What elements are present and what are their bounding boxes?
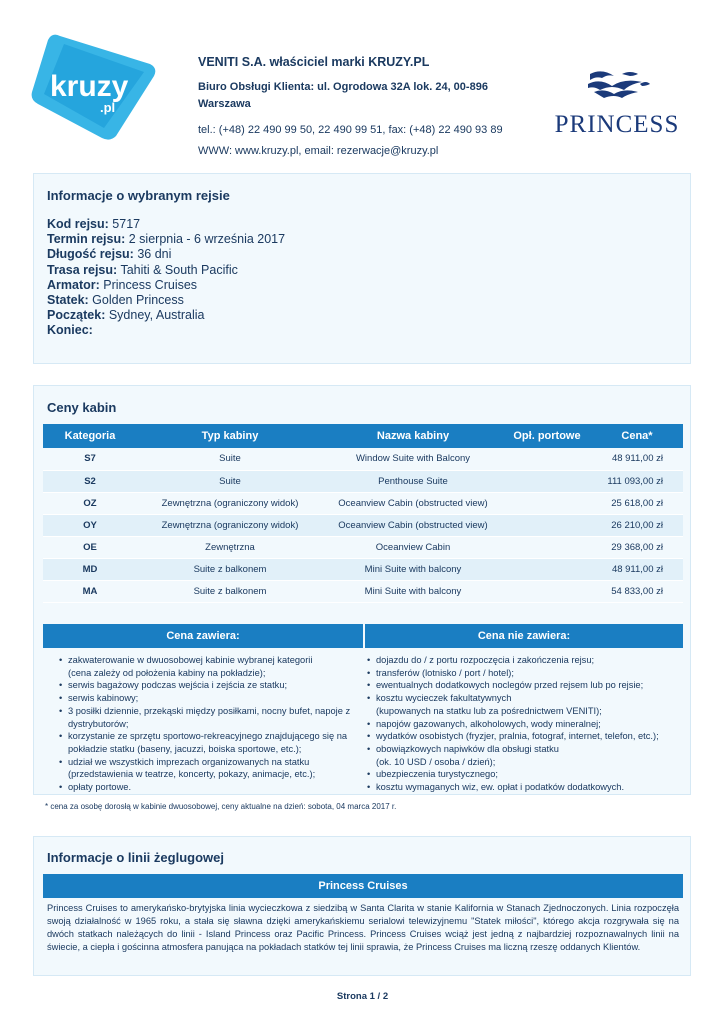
cabin-prices-panel: [33, 385, 691, 795]
excludes-item: • kosztu wymaganych wiz, ew. opłat i podatków dodatkowych.: [367, 781, 685, 794]
excludes-item: • ubezpieczenia turystycznego;: [367, 768, 685, 781]
table-row: [43, 514, 683, 536]
cruise-info-value: Princess Cruises: [103, 277, 198, 292]
includes-header: Cena zawiera:: [43, 624, 363, 648]
excludes-header: Cena nie zawiera:: [365, 624, 683, 648]
cruise-info-label: Długość rejsu:: [47, 247, 134, 262]
cabin-code: OY: [43, 514, 137, 536]
excludes-item: • dojazdu do / z portu rozpoczęcia i zakończenia rejsu;: [367, 654, 685, 667]
excludes-item: • kosztu wycieczek fakultatywnych: [367, 692, 685, 705]
excludes-list: [367, 654, 685, 794]
includes-item: • serwis kabinowy;: [59, 692, 359, 705]
cabin-name: Penthouse Suite: [323, 470, 503, 492]
cruise-info-label: Trasa rejsu:: [47, 262, 118, 277]
cabin-name: Oceanview Cabin (obstructed view): [323, 492, 503, 514]
cruise-info-value: 36 dni: [137, 247, 172, 262]
cruise-info-row: [47, 232, 285, 247]
cabin-port-fee: [503, 492, 591, 514]
company-info: [198, 55, 518, 162]
includes-item: • udział we wszystkich imprezach organizowanych na statku: [59, 756, 359, 769]
includes-item: • serwis bagażowy podczas wejścia i zejścia ze statku;: [59, 679, 359, 692]
cruise-info-value: 2 sierpnia - 6 września 2017: [128, 232, 286, 247]
cabin-name: Oceanview Cabin (obstructed view): [323, 514, 503, 536]
cabin-port-fee: [503, 558, 591, 580]
princess-logo: [538, 70, 696, 136]
cabin-port-fee: [503, 514, 591, 536]
cruise-info-list: [47, 217, 285, 339]
includes-item: dystrybutorów;: [68, 718, 129, 729]
cabin-price: 29 368,00 zł: [591, 536, 683, 558]
cabin-name: Mini Suite with balcony: [323, 558, 503, 580]
cruise-info-value: Sydney, Australia: [108, 308, 205, 323]
cabin-type: Zewnętrzna (ograniczony widok): [137, 492, 323, 514]
cruise-info-value: Tahiti & South Pacific: [120, 262, 238, 277]
includes-item: • opłaty portowe.: [59, 781, 359, 794]
cruise-info-label: Kod rejsu:: [47, 217, 109, 231]
includes-item: pokładzie statku (baseny, jacuzzi, boiska sportowe, etc.);: [68, 743, 302, 754]
cabin-code: OE: [43, 536, 137, 558]
cruise-info-label: Statek:: [47, 293, 89, 308]
excludes-item: • obowiązkowych napiwków dla obsługi statku: [367, 743, 685, 756]
excludes-item: • napojów gazowanych, alkoholowych, wody mineralnej;: [367, 718, 685, 731]
cabin-price-table: [43, 424, 683, 603]
cabin-port-fee: [503, 470, 591, 492]
cabin-code: OZ: [43, 492, 137, 514]
includes-item: (cena zależy od położenia kabiny na pokładzie);: [68, 667, 266, 678]
excludes-item: • transferów (lotnisko / port / hotel);: [367, 667, 685, 680]
excludes-item: • wydatków osobistych (fryzjer, pralnia, fotograf, internet, telefon, etc.);: [367, 730, 685, 743]
cabin-type: Suite z balkonem: [137, 558, 323, 580]
cabin-port-fee: [503, 448, 591, 470]
cabin-type: Zewnętrzna: [137, 536, 323, 558]
includes-item: • korzystanie ze sprzętu sportowo-rekreacyjnego znajdującego się na: [59, 730, 359, 743]
cruise-info-panel: [33, 173, 691, 364]
includes-item: • 3 posiłki dziennie, przekąski między posiłkami, nocny bufet, napoje z: [59, 705, 359, 718]
cruise-info-title: Informacje o wybranym rejsie: [47, 188, 230, 203]
logo-sub-text: .pl: [100, 100, 116, 115]
table-row: [43, 580, 683, 602]
cruise-info-row: [47, 308, 285, 323]
company-address: Biuro Obsługi Klienta: ul. Ogrodowa 32A lok. 24, 00-896: [198, 81, 488, 93]
kruzy-logo[interactable]: [30, 30, 158, 142]
cabin-port-fee: [503, 580, 591, 602]
cruise-info-row: [47, 217, 285, 232]
cruise-info-row: [47, 293, 285, 308]
includes-item: • zakwaterowanie w dwuosobowej kabinie wybranej kategorii: [59, 654, 359, 667]
cruise-info-value: Golden Princess: [92, 293, 184, 308]
logo-main-text: kruzy: [50, 70, 129, 103]
cabin-price: 26 210,00 zł: [591, 514, 683, 536]
cabin-price: 54 833,00 zł: [591, 580, 683, 602]
price-footnote: * cena za osobę dorosłą w kabinie dwuosobowej, ceny aktualne na dzień: sobota, 04 marca 2017 r.: [45, 802, 397, 811]
company-city: Warszawa: [198, 98, 251, 110]
excludes-item: (kupowanych na statku lub za pośrednictwem VENITI);: [376, 705, 602, 716]
cabin-price: 25 618,00 zł: [591, 492, 683, 514]
cruise-line-panel: [33, 836, 691, 976]
cabin-port-fee: [503, 536, 591, 558]
cabin-price: 111 093,00 zł: [591, 470, 683, 492]
company-web[interactable]: WWW: www.kruzy.pl, email: rezerwacje@kruzy.pl: [198, 145, 439, 157]
cruise-line-header: Princess Cruises: [43, 874, 683, 898]
table-row: [43, 536, 683, 558]
cruise-info-row: [47, 323, 285, 338]
header-category: Kategoria: [43, 424, 137, 448]
cabin-prices-title: Ceny kabin: [47, 400, 117, 415]
cruise-info-row: [47, 263, 285, 278]
cabin-type: Suite: [137, 470, 323, 492]
cabin-name: Window Suite with Balcony: [323, 448, 503, 470]
cabin-price: 48 911,00 zł: [591, 558, 683, 580]
cruise-info-label: Armator:: [47, 277, 100, 292]
cabin-price: 48 911,00 zł: [591, 448, 683, 470]
table-row: [43, 492, 683, 514]
cruise-info-row: [47, 247, 285, 262]
cabin-name: Mini Suite with balcony: [323, 580, 503, 602]
cruise-info-label: Koniec:: [47, 323, 93, 338]
excludes-item: • ewentualnych dodatkowych noclegów przed rejsem lub po rejsie;: [367, 679, 685, 692]
cruise-line-description: Princess Cruises to amerykańsko-brytyjska linia wycieczkowa z siedzibą w Santa Clarita w stanie Kalifornia w Stanach Zjednoczonych. Linia rozpoczęła swoją działalność w 1965 roku, a stała się sławna dzięki amerykańskiemu serialowi telewizyjnemu "Statek miłości", którego akcja rozgrywała się na dwóch statkach należących do linii - Island Princess oraz Pacific Princess. Princess Cruises wciąż jest jedną z najbardziej rozpoznawalnych linii na świecie, a ciepła i gościnna atmosfera panująca na pokładach statków tej linii sprawia, że Princess Cruises ma liczną rzeszę oddanych Klientów.: [47, 903, 679, 952]
cruise-info-value: 5717: [112, 217, 141, 231]
header-price: Cena*: [591, 424, 683, 448]
cabin-type: Suite z balkonem: [137, 580, 323, 602]
includes-item: (przedstawienia w teatrze, koncerty, pokazy, animacje, etc.);: [68, 769, 316, 780]
cabin-code: S2: [43, 470, 137, 492]
header-cabin-name: Nazwa kabiny: [323, 424, 503, 448]
cruise-info-label: Termin rejsu:: [47, 232, 126, 247]
table-row: [43, 558, 683, 580]
cabin-name: Oceanview Cabin: [323, 536, 503, 558]
cruise-line-title: Informacje o linii żeglugowej: [47, 850, 224, 865]
cabin-code: MD: [43, 558, 137, 580]
company-name: VENITI S.A. właściciel marki KRUZY.PL: [198, 55, 430, 69]
header-cabin-type: Typ kabiny: [137, 424, 323, 448]
table-header-row: [43, 424, 683, 448]
cabin-type: Zewnętrzna (ograniczony widok): [137, 514, 323, 536]
excludes-item: (ok. 10 USD / osoba / dzień);: [376, 756, 496, 767]
cabin-type: Suite: [137, 448, 323, 470]
table-row: [43, 470, 683, 492]
table-row: [43, 448, 683, 470]
cabin-code: S7: [43, 448, 137, 470]
header-port-fee: Opł. portowe: [503, 424, 591, 448]
princess-logo-text: PRINCESS: [554, 111, 680, 136]
cabin-code: MA: [43, 580, 137, 602]
cruise-info-row: [47, 278, 285, 293]
page-number: Strona 1 / 2: [336, 991, 389, 1002]
cruise-info-label: Początek:: [47, 308, 106, 323]
company-phone: tel.: (+48) 22 490 99 50, 22 490 99 51, fax: (+48) 22 490 93 89: [198, 124, 503, 136]
includes-list: [59, 654, 359, 794]
